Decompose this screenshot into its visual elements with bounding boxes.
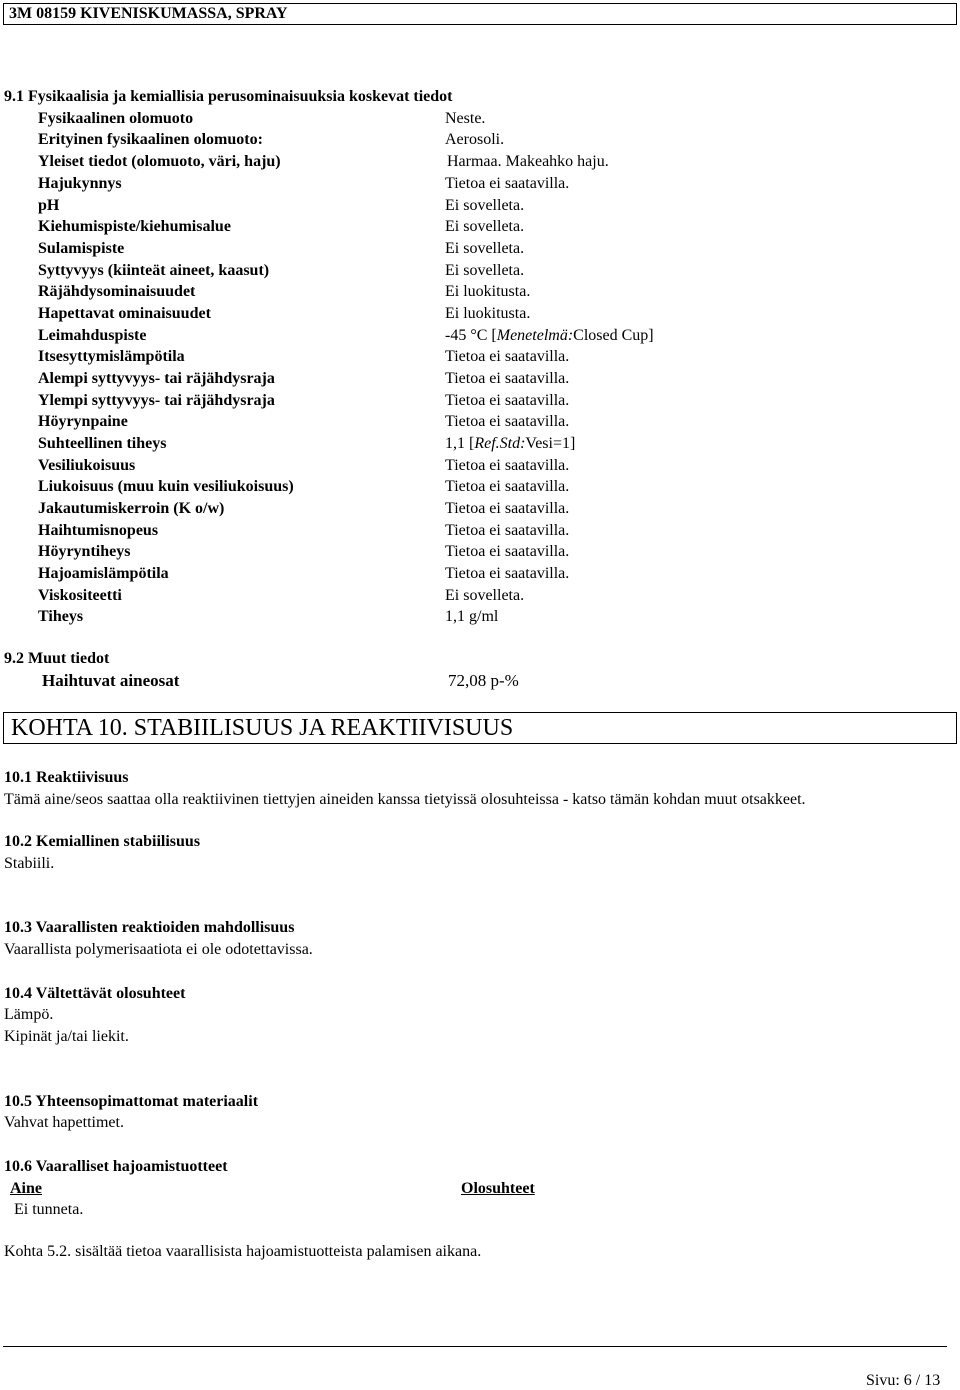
volatile-value: 72,08 p-% xyxy=(448,671,519,690)
property-label: Höyryntiheys xyxy=(38,543,131,560)
property-label: Höyrynpaine xyxy=(38,413,128,430)
property-label: Liukoisuus (muu kuin vesiliukoisuus) xyxy=(38,478,294,495)
property-label: Haihtumisnopeus xyxy=(38,522,159,539)
property-value xyxy=(445,327,654,345)
footer-divider xyxy=(3,1346,947,1347)
property-value: Tietoa ei saatavilla. xyxy=(445,392,570,409)
property-value: Ei sovelleta. xyxy=(445,262,525,279)
property-value: 1,1 g/ml xyxy=(445,608,499,625)
property-value: Tietoa ei saatavilla. xyxy=(445,500,570,517)
property-value: Ei sovelleta. xyxy=(445,197,525,214)
property-label: Viskositeetti xyxy=(38,587,122,604)
property-label: Syttyvyys (kiinteät aineet, kaasut) xyxy=(38,262,270,279)
property-value: Aerosoli. xyxy=(445,131,505,148)
property-label: Suhteellinen tiheys xyxy=(38,435,167,452)
property-value: Tietoa ei saatavilla. xyxy=(445,543,570,560)
property-value: Neste. xyxy=(445,110,486,127)
property-label: Leimahduspiste xyxy=(38,327,147,344)
section-10-6-title: 10.6 Vaaralliset hajoamistuotteet xyxy=(4,1158,228,1175)
section-10-4-text-1: Lämpö. xyxy=(4,1006,54,1023)
property-label: Vesiliukoisuus xyxy=(38,457,136,474)
property-value: Harmaa. Makeahko haju. xyxy=(447,153,609,170)
property-value: Tietoa ei saatavilla. xyxy=(445,175,570,192)
property-label: Alempi syttyvyys- tai räjähdysraja xyxy=(38,370,275,387)
property-value: Ei sovelleta. xyxy=(445,240,525,257)
page-number: Sivu: 6 / 13 xyxy=(866,1372,941,1389)
section-10-1-text: Tämä aine/seos saattaa olla reaktiivinen tiettyjen aineiden kanssa tietyissä olosuhteissa - katso tämän kohdan muut otsakkeet. xyxy=(4,791,806,808)
property-label: Erityinen fysikaalinen olomuoto: xyxy=(38,131,263,148)
property-value-tail: Vesi=1] xyxy=(525,435,576,452)
property-label: Kiehumispiste/kiehumisalue xyxy=(38,218,231,235)
volatile-label: Haihtuvat aineosat xyxy=(42,671,180,690)
property-label: Tiheys xyxy=(38,608,84,625)
section-10-2-text: Stabiili. xyxy=(4,855,55,872)
property-value-method: Menetelmä: xyxy=(496,327,574,344)
document-title: 3M 08159 KIVENISKUMASSA, SPRAY xyxy=(9,5,288,22)
property-value: Tietoa ei saatavilla. xyxy=(445,348,570,365)
property-label: Fysikaalinen olomuoto xyxy=(38,110,194,127)
property-value: Tietoa ei saatavilla. xyxy=(445,457,570,474)
section-10-heading: KOHTA 10. STABIILISUUS JA REAKTIIVISUUS xyxy=(11,715,514,741)
section-10-4-text-2: Kipinät ja/tai liekit. xyxy=(4,1028,129,1045)
section-10-2-title: 10.2 Kemiallinen stabiilisuus xyxy=(4,833,201,850)
property-value: Tietoa ei saatavilla. xyxy=(445,565,570,582)
document-header xyxy=(3,3,957,25)
section-9-2-title: 9.2 Muut tiedot xyxy=(4,650,110,667)
property-value xyxy=(445,435,575,453)
property-value-method: Ref.Std: xyxy=(474,435,526,452)
property-label: pH xyxy=(38,197,60,214)
section-10-1-title: 10.1 Reaktiivisuus xyxy=(4,769,129,786)
property-label: Yleiset tiedot (olomuoto, väri, haju) xyxy=(38,153,281,170)
section-10-heading-box xyxy=(3,712,957,744)
property-value: Ei luokitusta. xyxy=(445,305,531,322)
column-header-conditions: Olosuhteet xyxy=(461,1180,535,1197)
property-label: Hajoamislämpötila xyxy=(38,565,169,582)
property-value: Ei sovelleta. xyxy=(445,218,525,235)
section-10-3-text: Vaarallista polymerisaatiota ei ole odotettavissa. xyxy=(4,941,313,958)
property-value: Tietoa ei saatavilla. xyxy=(445,478,570,495)
property-label: Hapettavat ominaisuudet xyxy=(38,305,211,322)
section-10-5-title: 10.5 Yhteensopimattomat materiaalit xyxy=(4,1093,259,1110)
section-10-4-title: 10.4 Vältettävät olosuhteet xyxy=(4,985,186,1002)
section-10-3-title: 10.3 Vaarallisten reaktioiden mahdollisuus xyxy=(4,919,295,936)
property-value: Tietoa ei saatavilla. xyxy=(445,522,570,539)
property-label: Itsesyttymislämpötila xyxy=(38,348,185,365)
decomposition-value: Ei tunneta. xyxy=(14,1201,84,1218)
property-label: Jakautumiskerroin (K o/w) xyxy=(38,500,225,517)
property-label: Räjähdysominaisuudet xyxy=(38,283,196,300)
property-label: Ylempi syttyvyys- tai räjähdysraja xyxy=(38,392,275,409)
property-value-main: 1,1 [ xyxy=(445,435,475,452)
property-value: Ei sovelleta. xyxy=(445,587,525,604)
property-value: Tietoa ei saatavilla. xyxy=(445,413,570,430)
section-10-6-note: Kohta 5.2. sisältää tietoa vaarallisista hajoamistuotteista palamisen aikana. xyxy=(4,1243,482,1260)
section-9-1-title: 9.1 Fysikaalisia ja kemiallisia perusominaisuuksia koskevat tiedot xyxy=(4,88,453,105)
section-10-5-text: Vahvat hapettimet. xyxy=(4,1114,124,1131)
property-value-main: -45 °C [ xyxy=(445,327,497,344)
property-value-tail: Closed Cup] xyxy=(573,327,654,344)
property-value: Ei luokitusta. xyxy=(445,283,531,300)
property-label: Sulamispiste xyxy=(38,240,125,257)
property-value: Tietoa ei saatavilla. xyxy=(445,370,570,387)
property-label: Hajukynnys xyxy=(38,175,122,192)
column-header-substance: Aine xyxy=(10,1180,42,1197)
